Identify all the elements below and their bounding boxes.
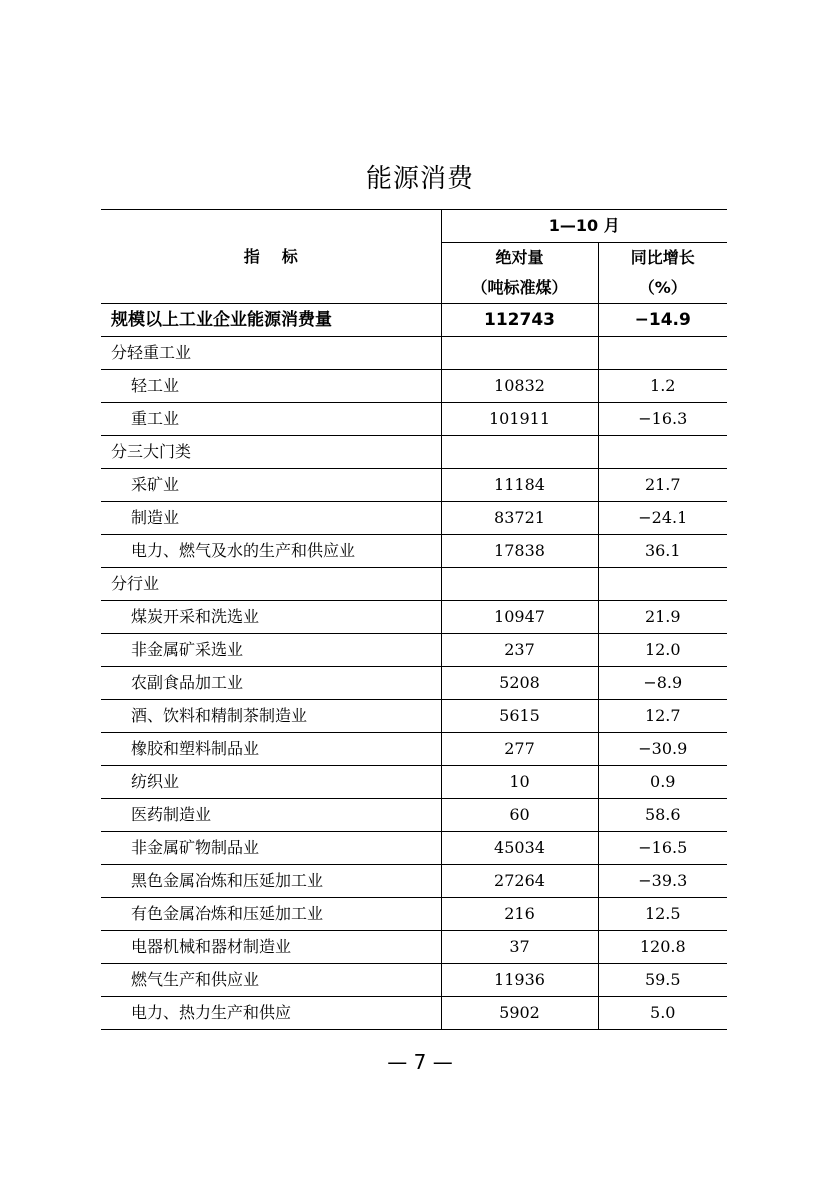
row-yoy: −24.1 — [598, 502, 727, 535]
row-label: 重工业 — [101, 403, 441, 436]
row-absolute: 11936 — [441, 964, 598, 997]
table-row — [101, 997, 727, 1030]
table-row — [101, 964, 727, 997]
row-label: 医药制造业 — [101, 799, 441, 832]
row-yoy — [598, 436, 727, 469]
row-absolute: 5208 — [441, 667, 598, 700]
section-row — [101, 436, 727, 469]
row-label: 酒、饮料和精制茶制造业 — [101, 700, 441, 733]
row-label: 分轻重工业 — [101, 337, 441, 370]
total-row — [101, 304, 727, 337]
row-yoy: −30.9 — [598, 733, 727, 766]
page-number: — 7 — — [387, 1050, 453, 1074]
row-yoy — [598, 568, 727, 601]
table-row — [101, 667, 727, 700]
row-absolute: 10947 — [441, 601, 598, 634]
row-absolute: 101911 — [441, 403, 598, 436]
row-absolute: 37 — [441, 931, 598, 964]
row-absolute: 277 — [441, 733, 598, 766]
row-absolute: 83721 — [441, 502, 598, 535]
row-yoy: 21.7 — [598, 469, 727, 502]
table-row — [101, 634, 727, 667]
row-yoy: 12.5 — [598, 898, 727, 931]
page-title: 能源消费 — [365, 164, 474, 194]
header-indicator: 指标 — [101, 210, 441, 304]
energy-consumption-table — [101, 209, 727, 1030]
row-label: 采矿业 — [101, 469, 441, 502]
row-absolute: 45034 — [441, 832, 598, 865]
row-label: 农副食品加工业 — [101, 667, 441, 700]
table-row — [101, 832, 727, 865]
row-label: 橡胶和塑料制品业 — [101, 733, 441, 766]
table-row — [101, 403, 727, 436]
row-yoy: −16.5 — [598, 832, 727, 865]
row-absolute: 5902 — [441, 997, 598, 1030]
row-label: 电力、燃气及水的生产和供应业 — [101, 535, 441, 568]
table-row — [101, 898, 727, 931]
row-absolute: 10 — [441, 766, 598, 799]
table-row — [101, 865, 727, 898]
row-absolute: 17838 — [441, 535, 598, 568]
row-yoy — [598, 337, 727, 370]
row-label: 电器机械和器材制造业 — [101, 931, 441, 964]
row-yoy: 36.1 — [598, 535, 727, 568]
table-row — [101, 766, 727, 799]
row-label: 煤炭开采和洗选业 — [101, 601, 441, 634]
header-yoy-unit: （%） — [638, 278, 687, 297]
table-row — [101, 535, 727, 568]
row-yoy: 21.9 — [598, 601, 727, 634]
row-yoy: 59.5 — [598, 964, 727, 997]
row-label: 分三大门类 — [101, 436, 441, 469]
total-absolute: 112743 — [441, 304, 598, 337]
table-row — [101, 733, 727, 766]
table-row — [101, 799, 727, 832]
row-label: 轻工业 — [101, 370, 441, 403]
table-row — [101, 931, 727, 964]
row-yoy: 1.2 — [598, 370, 727, 403]
header-row-period — [101, 210, 727, 243]
total-yoy: −14.9 — [598, 304, 727, 337]
row-absolute: 216 — [441, 898, 598, 931]
section-row — [101, 568, 727, 601]
row-absolute: 60 — [441, 799, 598, 832]
row-label: 黑色金属冶炼和压延加工业 — [101, 865, 441, 898]
row-absolute — [441, 436, 598, 469]
header-yoy-name: 同比增长 — [630, 248, 695, 267]
row-yoy: 5.0 — [598, 997, 727, 1030]
row-label: 非金属矿采选业 — [101, 634, 441, 667]
row-label: 有色金属冶炼和压延加工业 — [101, 898, 441, 931]
row-yoy: 12.7 — [598, 700, 727, 733]
row-absolute: 11184 — [441, 469, 598, 502]
row-absolute: 5615 — [441, 700, 598, 733]
row-absolute — [441, 337, 598, 370]
table-row — [101, 469, 727, 502]
row-yoy: 58.6 — [598, 799, 727, 832]
header-absolute-unit: （吨标准煤） — [471, 278, 568, 297]
row-label: 燃气生产和供应业 — [101, 964, 441, 997]
header-yoy — [598, 243, 727, 304]
row-absolute: 10832 — [441, 370, 598, 403]
row-label: 非金属矿物制品业 — [101, 832, 441, 865]
header-period: 1—10 月 — [441, 210, 727, 243]
row-label: 制造业 — [101, 502, 441, 535]
row-label: 电力、热力生产和供应 — [101, 997, 441, 1030]
table-row — [101, 370, 727, 403]
row-yoy: −39.3 — [598, 865, 727, 898]
row-yoy: −16.3 — [598, 403, 727, 436]
header-absolute-name: 绝对量 — [495, 248, 544, 267]
row-yoy: −8.9 — [598, 667, 727, 700]
table-row — [101, 601, 727, 634]
section-row — [101, 337, 727, 370]
header-absolute — [441, 243, 598, 304]
table-row — [101, 502, 727, 535]
row-label: 纺织业 — [101, 766, 441, 799]
table-row — [101, 700, 727, 733]
row-absolute: 237 — [441, 634, 598, 667]
row-yoy: 120.8 — [598, 931, 727, 964]
row-absolute: 27264 — [441, 865, 598, 898]
total-label: 规模以上工业企业能源消费量 — [101, 304, 441, 337]
row-label: 分行业 — [101, 568, 441, 601]
row-absolute — [441, 568, 598, 601]
row-yoy: 0.9 — [598, 766, 727, 799]
row-yoy: 12.0 — [598, 634, 727, 667]
